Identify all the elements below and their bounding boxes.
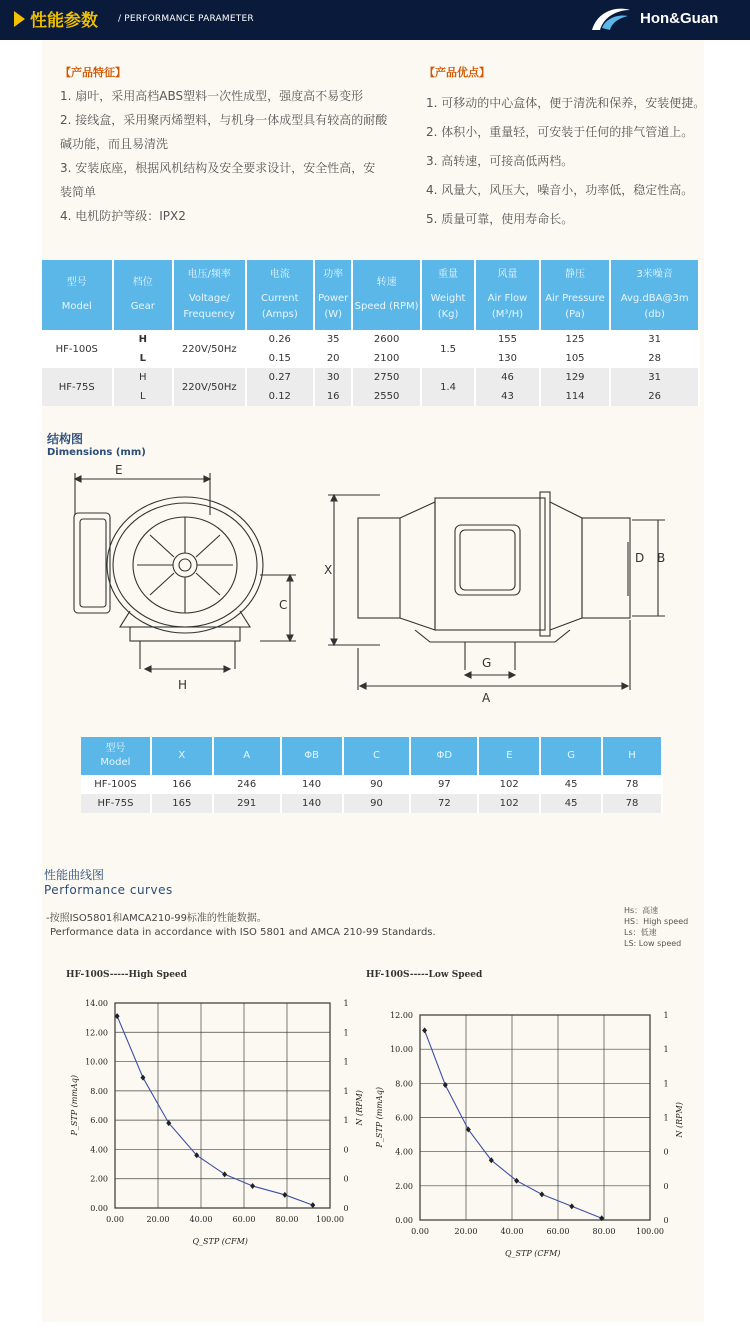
y2-tick-label: 1 — [343, 1086, 349, 1096]
table-row — [42, 349, 699, 368]
dimensions-title: 结构图 — [47, 432, 84, 446]
cell-speed: 2550 — [352, 387, 421, 406]
dim-header-cell — [281, 737, 343, 775]
header-en: Power (W) — [318, 293, 349, 320]
cell-C: 90 — [343, 794, 411, 813]
cell-airflow: 155 — [475, 330, 539, 349]
series-line — [425, 1030, 602, 1218]
cell-B: 140 — [281, 794, 343, 813]
dim-label-e: E — [115, 463, 123, 477]
cell-weight: 1.5 — [421, 330, 475, 368]
dim-label-a: A — [482, 691, 491, 705]
data-point — [222, 1171, 227, 1177]
cell-D: 97 — [410, 775, 478, 794]
header-en: ΦB — [304, 750, 319, 761]
y-tick-label: 14.00 — [85, 999, 108, 1008]
cell-model: HF-100S — [81, 775, 151, 794]
front-view-drawing — [60, 455, 320, 705]
dim-label-c: C — [279, 598, 288, 612]
features-list — [60, 84, 387, 228]
header-en: Current (Amps) — [261, 293, 299, 320]
data-point — [282, 1192, 287, 1198]
cell-noise: 26 — [610, 387, 699, 406]
spec-header-cell — [314, 260, 352, 330]
y-tick-label: 0.00 — [90, 1204, 108, 1213]
spec-table — [42, 260, 700, 406]
plot-frame — [115, 1003, 330, 1208]
cell-voltage: 220V/50Hz — [173, 330, 246, 368]
y-tick-label: 2.00 — [395, 1181, 413, 1191]
y-tick-label: 10.00 — [390, 1045, 413, 1055]
list-item: 装简单 — [60, 185, 97, 199]
spec-header-cell — [173, 260, 246, 330]
header-en: H — [628, 750, 636, 761]
y2-tick-label: 1 — [663, 1011, 669, 1020]
cell-gear: H — [113, 368, 173, 387]
brand-name: Hon&Guan — [640, 10, 719, 27]
y2-tick-label: 0 — [663, 1181, 669, 1191]
y2-tick-label: 1 — [343, 1028, 349, 1038]
spec-header-cell — [421, 260, 475, 330]
cell-pressure: 114 — [540, 387, 611, 406]
cell-noise: 31 — [610, 330, 699, 349]
y-tick-label: 8.00 — [90, 1086, 108, 1096]
data-point — [569, 1203, 574, 1209]
header-en: Speed (RPM) — [354, 301, 419, 312]
data-point — [250, 1183, 255, 1189]
cell-pressure: 105 — [540, 349, 611, 368]
legend-item: LS: Low speed — [624, 939, 682, 948]
cell-airflow: 43 — [475, 387, 539, 406]
y2-tick-label: 0 — [343, 1174, 349, 1184]
list-item: 3. 高转速，可接高低两档。 — [426, 154, 574, 168]
cell-gear: H — [113, 330, 173, 349]
cell-X: 165 — [151, 794, 213, 813]
header-en: E — [506, 750, 513, 761]
spec-header-cell — [113, 260, 173, 330]
cell-speed: 2600 — [352, 330, 421, 349]
features-heading: 【产品特征】 — [60, 66, 126, 79]
cell-current: 0.12 — [246, 387, 315, 406]
y2-tick-label: 1 — [663, 1113, 669, 1123]
dim-header-cell — [343, 737, 411, 775]
cell-H: 78 — [602, 775, 662, 794]
cell-A: 291 — [213, 794, 281, 813]
header-cn: 型号 — [66, 277, 87, 288]
legend-item: Hs：高速 — [624, 906, 659, 915]
dim-header-cell — [478, 737, 540, 775]
dim-header-cell — [151, 737, 213, 775]
brand-logo-icon — [588, 4, 632, 36]
header-cn: 3米噪音 — [636, 269, 673, 280]
speed-legend — [624, 905, 688, 949]
y2-tick-label: 1 — [343, 1057, 349, 1067]
dim-label-x: X — [324, 563, 333, 577]
data-point — [310, 1202, 315, 1208]
list-item: 1. 扇叶，采用高档ABS塑料一次性成型，强度高不易变形 — [60, 89, 364, 103]
cell-noise: 28 — [610, 349, 699, 368]
header-en: Gear — [130, 301, 155, 312]
cell-power: 30 — [314, 368, 352, 387]
table-row — [81, 794, 662, 813]
y-axis-label: P_STP (mmAq) — [70, 1075, 79, 1136]
cell-model: HF-75S — [81, 794, 151, 813]
chart-low-speed — [356, 995, 684, 1270]
dim-header-cell — [81, 737, 151, 775]
header-en: Model — [100, 757, 131, 768]
dim-header-cell — [213, 737, 281, 775]
cell-weight: 1.4 — [421, 368, 475, 406]
y-axis-label: P_STP (mmAq) — [375, 1087, 384, 1148]
y-tick-label: 8.00 — [395, 1079, 413, 1089]
x-tick-label: 80.00 — [592, 1227, 616, 1236]
header-cn: 风量 — [497, 269, 518, 280]
page-subtitle: / PERFORMANCE PARAMETER — [118, 14, 254, 24]
x-tick-label: 0.00 — [106, 1215, 124, 1224]
x-tick-label: 60.00 — [232, 1215, 256, 1224]
cell-D: 72 — [410, 794, 478, 813]
header-en: Air Flow (M³/H) — [487, 293, 528, 320]
y2-tick-label: 0 — [663, 1147, 669, 1157]
cell-airflow: 46 — [475, 368, 539, 387]
performance-note-en: Performance data in accordance with ISO 5801 and AMCA 210-99 Standards. — [50, 927, 436, 938]
series-line — [117, 1016, 313, 1205]
spec-header-cell — [352, 260, 421, 330]
play-triangle-icon — [14, 11, 25, 27]
y2-tick-label: 1 — [343, 999, 349, 1008]
list-item: 1. 可移动的中心盒体，便于清洗和保养，安装便捷。 — [426, 96, 706, 110]
cell-pressure: 129 — [540, 368, 611, 387]
x-tick-label: 80.00 — [275, 1215, 299, 1224]
x-axis-label: Q_STP (CFM) — [192, 1237, 248, 1246]
cell-model: HF-100S — [42, 330, 113, 368]
cell-speed: 2100 — [352, 349, 421, 368]
header-cn: 静压 — [565, 269, 585, 280]
data-point — [422, 1027, 427, 1033]
header-cn: 重量 — [438, 269, 459, 280]
cell-gear: L — [113, 387, 173, 406]
header-en: C — [372, 750, 380, 761]
spec-header-cell — [246, 260, 315, 330]
y2-tick-label: 1 — [663, 1045, 669, 1055]
page-header — [0, 0, 750, 40]
cell-gear: L — [113, 349, 173, 368]
dim-header-cell — [540, 737, 602, 775]
cell-model: HF-75S — [42, 368, 113, 406]
x-axis-label: Q_STP (CFM) — [505, 1249, 561, 1258]
cell-noise: 31 — [610, 368, 699, 387]
performance-title: 性能曲线图 — [44, 868, 105, 882]
x-tick-label: 20.00 — [454, 1227, 478, 1236]
header-en: Air Pressure (Pa) — [545, 293, 605, 320]
list-item: 4. 电机防护等级：IPX2 — [60, 209, 186, 223]
y2-tick-label: 1 — [343, 1116, 349, 1126]
cell-G: 45 — [540, 775, 602, 794]
y2-tick-label: 1 — [663, 1079, 669, 1089]
y2-axis-label: N (RPM) — [355, 1090, 364, 1126]
spec-header-cell — [475, 260, 539, 330]
cell-power: 20 — [314, 349, 352, 368]
page-title: 性能参数 — [30, 11, 98, 31]
header-en: Weight (Kg) — [430, 293, 466, 320]
y-tick-label: 4.00 — [90, 1145, 108, 1155]
cell-power: 35 — [314, 330, 352, 349]
spec-header-cell — [42, 260, 113, 330]
performance-note-cn: -按照ISO5801和AMCA210-99标准的性能数据。 — [46, 913, 267, 924]
table-row — [42, 368, 699, 387]
y-tick-label: 12.00 — [390, 1011, 413, 1020]
y-tick-label: 4.00 — [395, 1147, 413, 1157]
list-item: 碱功能，而且易清洗 — [60, 137, 169, 151]
y-tick-label: 0.00 — [395, 1216, 413, 1225]
x-tick-label: 40.00 — [189, 1215, 213, 1224]
header-cn: 型号 — [105, 743, 126, 754]
cell-H: 78 — [602, 794, 662, 813]
dimension-table — [81, 737, 663, 813]
performance-subtitle: Performance curves — [44, 883, 173, 897]
spec-header-cell — [540, 260, 611, 330]
cell-pressure: 125 — [540, 330, 611, 349]
header-en: ΦD — [436, 750, 453, 761]
cell-C: 90 — [343, 775, 411, 794]
list-item: 2. 接线盒，采用聚丙烯塑料，与机身一体成型具有较高的耐酸 — [60, 113, 388, 127]
y2-axis-label: N (RPM) — [675, 1102, 684, 1138]
header-en: Model — [61, 301, 92, 312]
y-tick-label: 6.00 — [395, 1113, 413, 1123]
cell-X: 166 — [151, 775, 213, 794]
cell-airflow: 130 — [475, 349, 539, 368]
chart-title-low: HF-100S-----Low Speed — [366, 970, 483, 980]
header-cn: 转速 — [376, 277, 397, 288]
spec-header-cell — [610, 260, 699, 330]
header-en: A — [243, 750, 251, 761]
cell-current: 0.15 — [246, 349, 315, 368]
header-en: X — [178, 750, 186, 761]
y-tick-label: 2.00 — [90, 1174, 108, 1184]
cell-power: 16 — [314, 387, 352, 406]
list-item: 5. 质量可靠，使用寿命长。 — [426, 212, 574, 226]
dim-header-cell — [602, 737, 662, 775]
cell-voltage: 220V/50Hz — [173, 368, 246, 406]
x-tick-label: 60.00 — [546, 1227, 570, 1236]
y-tick-label: 6.00 — [90, 1116, 108, 1126]
dim-label-h: H — [178, 678, 188, 692]
side-view-drawing — [320, 480, 680, 710]
cell-E: 102 — [478, 794, 540, 813]
y-tick-label: 10.00 — [85, 1057, 108, 1067]
x-tick-label: 40.00 — [500, 1227, 524, 1236]
chart-high-speed — [52, 985, 364, 1260]
cell-current: 0.26 — [246, 330, 315, 349]
list-item: 2. 体积小，重量轻，可安装于任何的排气管道上。 — [426, 125, 694, 139]
advantages-heading: 【产品优点】 — [424, 66, 490, 79]
header-cn: 功率 — [323, 269, 344, 280]
x-tick-label: 100.00 — [636, 1227, 664, 1236]
dim-header-cell — [410, 737, 478, 775]
cell-current: 0.27 — [246, 368, 315, 387]
dim-label-g: G — [482, 656, 492, 670]
cell-B: 140 — [281, 775, 343, 794]
table-row — [42, 330, 699, 349]
header-en: Voltage/ Frequency — [183, 293, 236, 320]
header-en: G — [567, 750, 575, 761]
y2-tick-label: 0 — [343, 1204, 349, 1213]
cell-E: 102 — [478, 775, 540, 794]
advantages-list — [426, 89, 705, 234]
header-cn: 电流 — [269, 269, 290, 280]
dimensions-subtitle: Dimensions (mm) — [47, 447, 146, 458]
cell-G: 45 — [540, 794, 602, 813]
table-row — [81, 775, 662, 794]
x-tick-label: 100.00 — [316, 1215, 344, 1224]
cell-A: 246 — [213, 775, 281, 794]
header-en: Avg.dBA@3m (db) — [620, 293, 689, 320]
y2-tick-label: 0 — [663, 1216, 669, 1225]
header-cn: 档位 — [132, 277, 153, 288]
x-tick-label: 0.00 — [411, 1227, 429, 1236]
table-row — [42, 387, 699, 406]
legend-item: HS：High speed — [624, 917, 689, 926]
header-cn: 电压/频率 — [187, 269, 231, 280]
legend-item: Ls：低速 — [624, 928, 657, 937]
data-point — [539, 1191, 544, 1197]
list-item: 4. 风量大，风压大，噪音小，功率低，稳定性高。 — [426, 183, 694, 197]
cell-speed: 2750 — [352, 368, 421, 387]
dim-label-d: D — [635, 551, 645, 565]
list-item: 3. 安装底座，根据风机结构及安全要求设计，安全性高，安 — [60, 161, 376, 175]
dim-label-b: B — [657, 551, 666, 565]
data-point — [443, 1082, 448, 1088]
y-tick-label: 12.00 — [85, 1028, 108, 1038]
chart-title-high: HF-100S-----High Speed — [66, 970, 187, 980]
x-tick-label: 20.00 — [146, 1215, 170, 1224]
y2-tick-label: 0 — [343, 1145, 349, 1155]
